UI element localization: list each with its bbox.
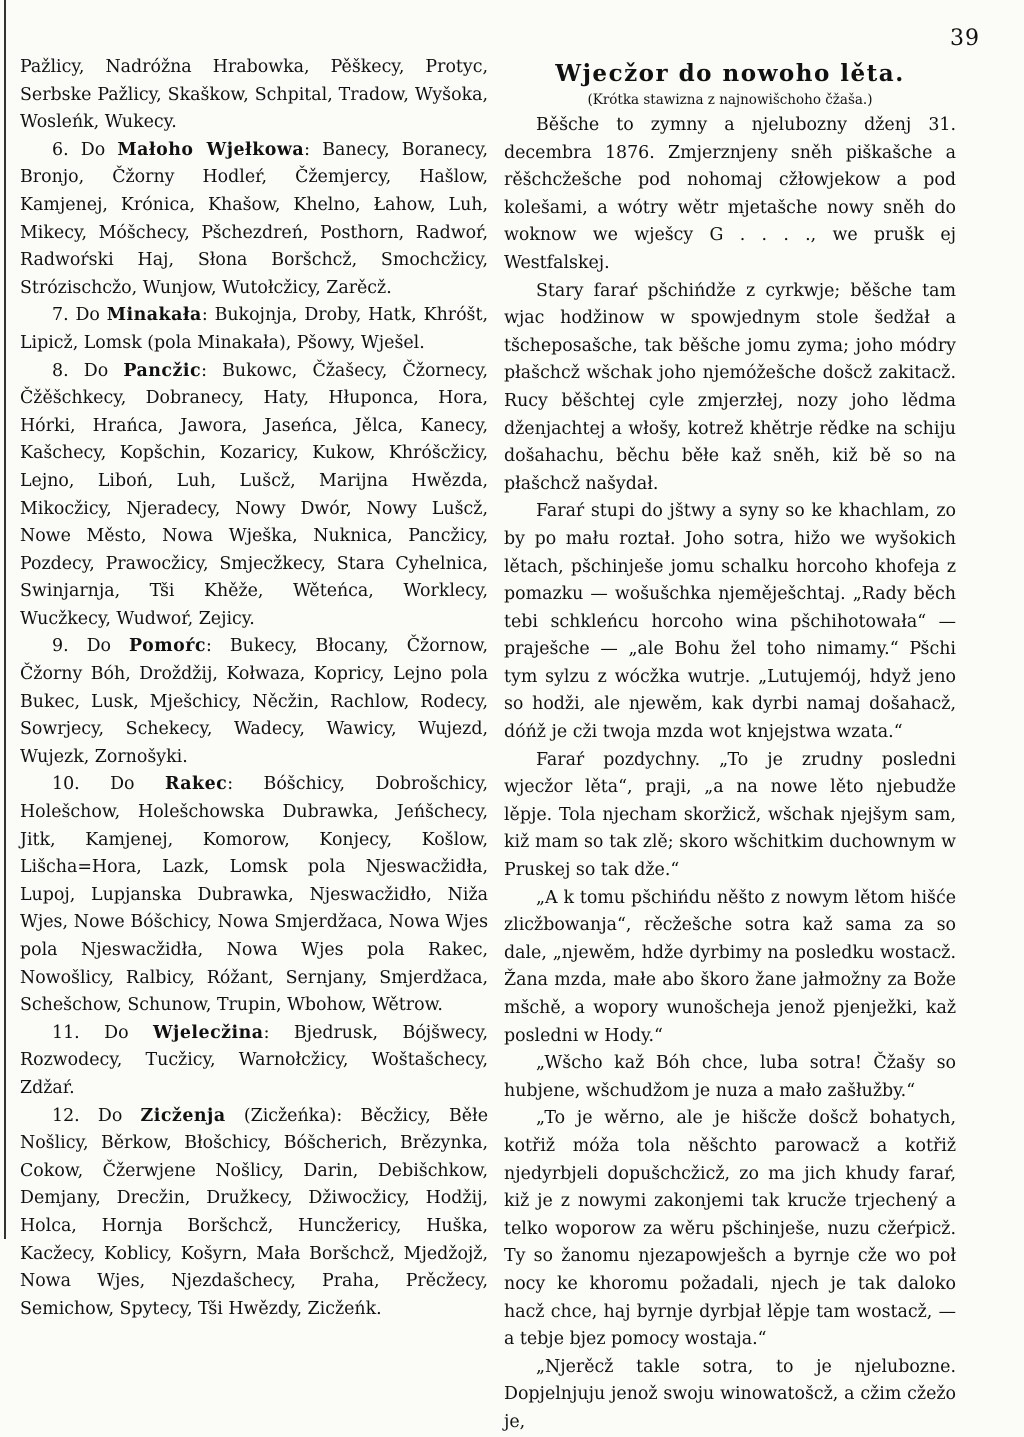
- page-number: 39: [950, 26, 980, 51]
- section-number: 9. Do: [52, 636, 130, 657]
- village-list-text: : Bjedrusk, Bójšwecy, Rozwodecy, Tucžicy, Warnołcžicy, Woštašchecy, Zdžaŕ.: [20, 1022, 488, 1098]
- parish-name: Małoho Wjełkowa: [117, 139, 305, 160]
- parish-list-paragraph: [20, 137, 488, 303]
- parish-name: Pancžic: [123, 360, 202, 381]
- parish-name: Wjelecžina: [153, 1022, 264, 1043]
- story-paragraph: „Njerěcž takle sotra, to je njelubozne. Dopjelnjuju jenož swoju winowatošcž, a cžim cžežo je,: [504, 1356, 956, 1432]
- parish-list-paragraph: [20, 302, 488, 357]
- article-title: Wjecžor do nowoho lěta.: [555, 60, 905, 87]
- article-subtitle: (Krótka stawizna z najnowišchoho čžaša.): [587, 92, 873, 108]
- parish-name: Pomoŕc: [129, 636, 206, 657]
- section-number: 11. Do: [52, 1022, 154, 1043]
- story-paragraph: „To je wěrno, ale je hišcže došcž bohatych, kotřiž móža tola něšchto parowacž a kotřiž njedyrbjeli dopušchcžicž, zo ma jich khudy faraŕ, kiž je z nowymi zakonjemi tak krucže trjechený a telko woporow za wěru pšchinješe, nuzu cžeŕpicž. Ty so žanomu njezapowješch a byrnje cže wo poł nocy ke khoromu požadali, njech je tak daloko hacž chce, haj byrnje dyrbjał lěpje tam wostacž, — a tebje bjez pomocy wostaja.“: [504, 1108, 956, 1350]
- right-column: [504, 54, 956, 1437]
- article-body: [504, 112, 956, 1437]
- story-paragraph: Faraŕ stupi do jštwy a syny so ke khachlam, zo by po mału roztał. Joho sotra, hižo we wyšokich lětach, pšchinješe jomu schalku horcoho khofeja z pomazku — wošušchka njeměješchtaj. „Rady běch tebi schkleńcu horcoho wina pšchihotowała“ — praješche — „ale Bohu žel toho nimamy.“ Pšchi tym sylzu z wócžka wutrje. „Lutujemój, hdyž jeno so hodži, ale njewěm, kak dyrbi namaj došahacž, dóńž je cži twoja mzda wot knjejstwa wzata.“: [504, 501, 956, 743]
- story-paragraph: „Wšcho kaž Bóh chce, luba sotra! Čžašy so hubjene, wšchudžom je nuza a mało zašłužby.“: [504, 1053, 956, 1101]
- section-number: 7. Do: [52, 305, 107, 326]
- section-number: 6. Do: [52, 139, 118, 160]
- section-number: 8. Do: [52, 360, 124, 381]
- story-paragraph: Běšche to zymny a njelubozny dženj 31. decembra 1876. Zmjerznjeny sněh piškašche a rěšchcžešche pod nohomaj cžłowjekow a pod kolešami, a wótry wětr mjetašche nowy sněh do woknow we wješcy G . . . ., we prušk ej Westfalskej.: [504, 115, 956, 273]
- village-list-text: : Bukecy, Błocany, Čžornow, Čžorny Bóh, Droždžij, Kołwaza, Kopricy, Lejno pola Bukec, Lusk, Mješchicy, Něcžin, Rachlow, Rodecy, Sowrjecy, Schekecy, Wadecy, Wawicy, Wujezd, Wujezk, Zornošyki.: [20, 636, 488, 767]
- village-list-text: : Bukojnja, Droby, Hatk, Khróšt, Lipicž, Lomsk (pola Minakała), Pšowy, Wješel.: [20, 305, 489, 353]
- story-paragraph: „A k tomu pšchińdu něšto z nowym lětom hišće zlicžbowanja“, rěcžešche sotra kaž sama za so dale, „njewěm, hdže dyrbimy na posledku wostacž. Žana mzda, małe abo škoro žane jałmožny za Bože mšchě, a wopory wunošcheja jenož pjenježki, kaž posledni w Hody.“: [504, 887, 956, 1046]
- village-list-text: : Banecy, Boranecy, Bronjo, Čžorny Hodleŕ, Čžemjercy, Hašlow, Kamjenej, Krónica, Khašow, Khelno, Łahow, Luh, Mikecy, Móšchecy, Pšchezdreń, Posthorn, Radwoŕ, Radwoŕski Haj, Słona Boršchcž, Smochcžicy, Strózischcžo, Wunjow, Wutołcžicy, Zarěcž.: [20, 139, 489, 298]
- left-column: [20, 54, 488, 1323]
- parish-name: Zicženja: [140, 1105, 226, 1126]
- village-list-text: : Bóšchicy, Dobrošchicy, Holešchow, Holešchowska Dubrawka, Jeńšchecy, Jitk, Kamjenej, Komorow, Konjecy, Košlow, Lišcha=Hora, Lazk, Lomsk pola Njeswacžidła, Lupoj, Lupjanska Dubrawka, Njeswacžidło, Niža Wjes, Nowe Bóšchicy, Nowa Smjerdžaca, Nowa Wjes pola Njeswacžidła, Nowa Wjes pola Rakec, Nowošlicy, Ralbicy, Róžant, Sernjany, Smjerdžaca, Schešchow, Schunow, Trupin, Wbohow, Wětrow.: [20, 774, 488, 1016]
- parish-list-paragraph: [20, 633, 488, 771]
- section-number: 10. Do: [52, 774, 165, 795]
- parish-list-paragraph: [20, 771, 488, 1019]
- section-number: 12. Do: [52, 1105, 141, 1126]
- village-list-text: Pažlicy, Nadróžna Hrabowka, Pěškecy, Protyc, Serbske Pažlicy, Skaškow, Schpital, Tradow, Wyšoka, Wosleńk, Wukecy.: [20, 57, 488, 133]
- parish-name: Rakec: [164, 774, 228, 795]
- parish-list-paragraph: [20, 358, 488, 634]
- parish-name: Minakała: [106, 305, 202, 326]
- story-paragraph: Faraŕ pozdychny. „To je zrudny posledni wjecžor lěta“, praji, „a na nowe lěto njebudže lěpje. Tola njecham skoržicž, wšchak njejšym sam, kiž mam so tak zlě; skoro wšchitkim duchownym w Pruskej so tak dže.“: [504, 749, 956, 881]
- village-list-text: : Bukowc, Čžašecy, Čžornecy, Čžěšchkecy, Dobranecy, Haty, Hłuponca, Hora, Hórki, Hrańca, Jawora, Jaseńca, Jělca, Kanecy, Kašchecy, Kopšchin, Kozaricy, Kukow, Khróšcžicy, Lejno, Liboń, Luh, Lušcž, Marijna Hwězda, Mikocžicy, Njeradecy, Nowy Dwór, Nowy Lušcž, Nowe Město, Nowa Wješka, Nuknica, Pancžicy, Pozdecy, Prawocžicy, Smjecžkecy, Stara Cyhelnica, Swinjarnja, Tši Khěže, Wěteńca, Worklecy, Wucžkecy, Wudwoŕ, Zejicy.: [20, 360, 489, 629]
- binding-edge-line: [4, 0, 6, 1239]
- village-list-text: (Zicžeńka): Běcžicy, Běłe Nošlicy, Běrkow, Błošchicy, Bóšcherich, Brězynka, Cokow, Čžerwjene Nošlicy, Darin, Debišchkow, Demjany, Drecžin, Družkecy, Džiwocžicy, Hodžij, Holca, Hornja Boršchcž, Huncžericy, Huška, Kacžecy, Koblicy, Košyrn, Mała Boršchcž, Mjedžojž, Nowa Wjes, Njezdašchecy, Praha, Prěcžecy, Semichow, Spytecy, Tši Hwězdy, Zicžeńk.: [20, 1105, 488, 1319]
- parish-list-paragraph: [20, 1103, 488, 1324]
- parish-list-paragraph: [20, 1020, 488, 1103]
- story-paragraph: Stary faraŕ pšchińdže z cyrkwje; běšche tam wjac hodžinow w spowjednym stole šedžał a tšcheposašche, tak běšche jomu zyma; joho módry płašchcž wšchak joho njemóžešche došcž zakitacž. Rucy běšchtej cyle zmjerzłej, nozy joho lědma dženjachtej a włošy, kotrež khětrje rědke na schiju došahachu, běchu běłe kaž sněh, kiž bě so na płašchcž našydał.: [504, 280, 956, 494]
- parish-list-paragraph: [20, 54, 488, 137]
